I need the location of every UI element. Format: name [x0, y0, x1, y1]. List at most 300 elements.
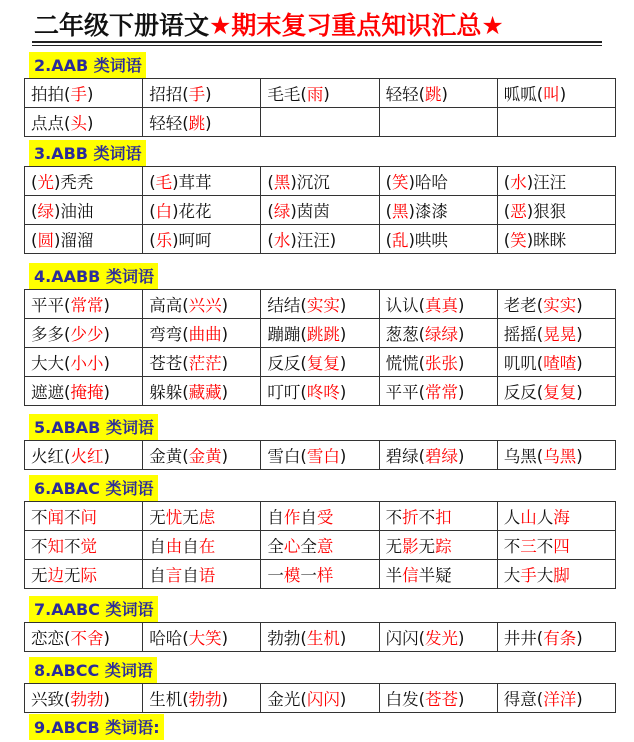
word-cell	[143, 225, 261, 254]
answer-text: 复复	[543, 383, 577, 402]
word-text: 恋恋(	[31, 629, 71, 648]
table-row	[25, 167, 616, 196]
word-cell	[143, 560, 261, 589]
section	[24, 263, 616, 406]
answer-text: 生机	[306, 629, 340, 648]
answer-text: 水	[510, 173, 527, 192]
word-text: )	[103, 447, 110, 466]
word-text: 自	[300, 508, 317, 527]
word-text: )	[458, 325, 465, 344]
answer-text: 咚咚	[306, 383, 340, 402]
answer-text: 言	[165, 566, 183, 585]
word-text: 大大(	[31, 354, 71, 373]
word-text: 叮叮(	[267, 383, 307, 402]
word-text: (	[267, 173, 274, 192]
word-cell	[25, 108, 143, 137]
answer-text: 绿	[37, 202, 54, 221]
word-cell	[261, 196, 379, 225]
table-row	[25, 79, 616, 108]
answer-text: 脚	[553, 566, 570, 585]
word-text: )呵呵	[172, 231, 212, 250]
word-cell	[261, 225, 379, 254]
answer-text: 跳	[188, 114, 206, 133]
word-cell	[261, 502, 379, 531]
answer-text: 语	[198, 566, 216, 585]
answer-text: 大笑	[188, 629, 222, 648]
word-cell	[25, 79, 143, 108]
word-cell	[25, 225, 143, 254]
word-cell	[261, 167, 379, 196]
word-cell	[143, 623, 261, 652]
word-table	[24, 166, 616, 254]
answer-text: 有条	[543, 629, 577, 648]
answer-text: 折	[402, 508, 419, 527]
word-text: 慌慌(	[385, 354, 425, 373]
answer-text: 乱	[392, 231, 409, 250]
word-text: )	[576, 354, 583, 373]
word-cell	[25, 560, 143, 589]
word-cell	[497, 79, 615, 108]
word-text: )	[205, 114, 212, 133]
word-text: )油油	[53, 202, 94, 221]
word-text: )	[103, 354, 110, 373]
word-cell	[379, 560, 497, 589]
word-text: (	[31, 231, 38, 250]
word-cell	[379, 108, 497, 137]
word-text: 多多(	[31, 325, 71, 344]
section	[24, 414, 616, 470]
answer-text: 边	[47, 566, 64, 585]
answer-text: 水	[273, 231, 291, 250]
word-text: 苍苍(	[149, 354, 189, 373]
word-text: 无	[418, 537, 436, 556]
word-cell	[143, 348, 261, 377]
word-cell	[25, 196, 143, 225]
word-cell	[25, 319, 143, 348]
word-cell	[143, 319, 261, 348]
answer-text: 知	[47, 537, 64, 556]
section	[24, 714, 616, 740]
word-text: 轻轻(	[385, 85, 425, 104]
word-text: )	[576, 296, 583, 315]
word-text: 葱葱(	[385, 325, 425, 344]
word-text: 高高(	[149, 296, 189, 315]
word-text: )	[221, 447, 229, 466]
answer-text: 忧	[165, 508, 183, 527]
answer-text: 由	[165, 537, 183, 556]
answer-text: 小小	[70, 354, 104, 373]
word-cell	[143, 290, 261, 319]
answer-text: 碧绿	[425, 447, 458, 466]
answer-text: 晃晃	[543, 325, 577, 344]
word-text: 勃勃(	[267, 629, 307, 648]
word-cell	[379, 348, 497, 377]
word-text: )	[339, 447, 347, 466]
word-text: )	[86, 85, 94, 104]
answer-text: 头	[70, 114, 87, 133]
answer-text: 洋洋	[543, 690, 577, 709]
section-heading: 3.ABB 类词语	[29, 140, 146, 166]
word-text: 蹦蹦(	[267, 325, 307, 344]
word-text: 不	[64, 508, 81, 527]
answer-text: 信	[402, 566, 419, 585]
answer-text: 扣	[435, 508, 452, 527]
answer-text: 手	[188, 85, 206, 104]
word-cell	[261, 348, 379, 377]
word-cell	[261, 684, 379, 713]
answer-text: 海	[553, 508, 570, 527]
word-cell	[25, 441, 143, 470]
answer-text: 真真	[425, 296, 458, 315]
section	[24, 140, 616, 254]
word-text: 遮遮(	[31, 383, 71, 402]
answer-text: 实实	[306, 296, 340, 315]
page-title	[34, 6, 604, 42]
word-text: 哈哈(	[149, 629, 189, 648]
word-text: 不	[31, 508, 48, 527]
word-cell	[379, 79, 497, 108]
answer-text: 闻	[47, 508, 64, 527]
table-row	[25, 348, 616, 377]
word-text: 碧绿(	[385, 447, 425, 466]
answer-text: 掩掩	[70, 383, 104, 402]
answer-text: 问	[80, 508, 97, 527]
answer-text: 模	[283, 566, 301, 585]
word-text: 半	[385, 566, 403, 585]
word-text: (	[385, 202, 392, 221]
word-cell	[261, 623, 379, 652]
word-text: 白发(	[385, 690, 425, 709]
word-text: 招招(	[149, 85, 189, 104]
word-text: (	[267, 202, 274, 221]
answer-text: 不舍	[70, 629, 104, 648]
word-text: )	[458, 383, 465, 402]
word-text: 无	[64, 566, 81, 585]
word-text: )	[103, 383, 110, 402]
word-cell	[497, 560, 615, 589]
word-text: )漆漆	[408, 202, 448, 221]
word-cell	[25, 377, 143, 406]
word-text: )溜溜	[53, 231, 94, 250]
word-text: 全	[300, 537, 317, 556]
word-text: 自	[149, 537, 166, 556]
word-text: )	[86, 114, 94, 133]
word-text: 一	[267, 566, 284, 585]
word-text: 金光(	[267, 690, 307, 709]
answer-text: 兴兴	[188, 296, 222, 315]
table-row	[25, 290, 616, 319]
answer-text: 际	[80, 566, 97, 585]
answer-text: 金黄	[188, 447, 222, 466]
word-cell	[379, 377, 497, 406]
word-text: (	[31, 173, 38, 192]
word-text: 大	[503, 566, 521, 585]
word-cell	[25, 348, 143, 377]
word-cell	[25, 290, 143, 319]
word-text: )花花	[172, 202, 212, 221]
word-text: (	[31, 202, 38, 221]
answer-text: 绿	[273, 202, 291, 221]
word-text: 认认(	[385, 296, 425, 315]
word-text: )	[576, 447, 583, 466]
word-text: 自	[267, 508, 284, 527]
word-text: 弯弯(	[149, 325, 189, 344]
word-cell	[497, 502, 615, 531]
section	[24, 475, 616, 589]
answer-text: 样	[316, 566, 334, 585]
word-text: )	[458, 354, 465, 373]
title-highlight: ★期末复习重点知识汇总★	[209, 11, 504, 40]
word-text: (	[503, 202, 511, 221]
answer-text: 跳	[425, 85, 442, 104]
section-heading: 5.ABAB 类词语	[29, 414, 158, 440]
word-cell	[143, 196, 261, 225]
word-text: )	[221, 325, 229, 344]
word-cell	[379, 319, 497, 348]
answer-text: 圆	[37, 231, 54, 250]
word-text: 闪闪(	[385, 629, 425, 648]
word-text: )	[205, 85, 212, 104]
word-text: )	[221, 629, 229, 648]
word-cell	[261, 290, 379, 319]
word-cell	[497, 196, 615, 225]
word-text: 全	[267, 537, 284, 556]
word-text: (	[149, 173, 156, 192]
word-text: )	[576, 690, 583, 709]
word-text: 无	[149, 508, 166, 527]
title-divider	[32, 41, 602, 43]
word-cell	[497, 441, 615, 470]
word-cell	[497, 348, 615, 377]
word-text: )	[339, 325, 347, 344]
word-text: 乌黑(	[503, 447, 544, 466]
answer-text: 实实	[543, 296, 577, 315]
word-cell	[143, 79, 261, 108]
word-cell	[25, 684, 143, 713]
word-text: 自	[182, 537, 199, 556]
word-text: 老老(	[503, 296, 544, 315]
answer-text: 雨	[306, 85, 324, 104]
answer-text: 白	[155, 202, 173, 221]
answer-text: 勃勃	[188, 690, 222, 709]
word-text: 人	[503, 508, 521, 527]
table-row	[25, 108, 616, 137]
word-text: 毛毛(	[267, 85, 307, 104]
word-cell	[25, 531, 143, 560]
word-text: )	[339, 629, 347, 648]
answer-text: 常常	[70, 296, 104, 315]
word-cell	[143, 167, 261, 196]
word-cell	[497, 623, 615, 652]
answer-text: 笑	[392, 173, 409, 192]
answer-text: 常常	[425, 383, 458, 402]
answer-text: 茫茫	[188, 354, 222, 373]
answer-text: 乌黑	[543, 447, 577, 466]
word-text: 呱呱(	[503, 85, 544, 104]
word-cell	[143, 531, 261, 560]
word-text: 拍拍(	[31, 85, 71, 104]
word-text: 自	[149, 566, 166, 585]
answer-text: 黑	[273, 173, 291, 192]
word-text: 金黄(	[149, 447, 189, 466]
word-cell	[379, 441, 497, 470]
word-text: 不	[536, 537, 554, 556]
word-cell	[379, 623, 497, 652]
word-cell	[379, 225, 497, 254]
word-text: )	[458, 690, 465, 709]
word-text: 井井(	[503, 629, 544, 648]
word-cell	[379, 196, 497, 225]
table-row	[25, 560, 616, 589]
word-cell	[143, 441, 261, 470]
word-cell	[25, 623, 143, 652]
word-text: )眯眯	[526, 231, 567, 250]
section-heading: 7.AABC 类词语	[29, 596, 158, 622]
word-cell	[143, 108, 261, 137]
word-table	[24, 440, 616, 470]
word-cell	[261, 79, 379, 108]
word-text: )狠狠	[526, 202, 567, 221]
word-text: 叽叽(	[503, 354, 544, 373]
word-text: (	[503, 231, 511, 250]
table-row	[25, 319, 616, 348]
word-text: (	[385, 173, 392, 192]
word-cell	[25, 167, 143, 196]
answer-text: 毛	[155, 173, 173, 192]
word-cell	[379, 531, 497, 560]
word-cell	[143, 377, 261, 406]
answer-text: 三	[520, 537, 537, 556]
answer-text: 张张	[425, 354, 458, 373]
word-text: )	[103, 629, 110, 648]
word-text: 人	[536, 508, 554, 527]
word-text: 兴致(	[31, 690, 71, 709]
word-text: )	[221, 690, 229, 709]
answer-text: 藏藏	[188, 383, 222, 402]
word-cell	[261, 560, 379, 589]
word-text: 不	[385, 508, 403, 527]
word-table	[24, 501, 616, 589]
word-text: 结结(	[267, 296, 307, 315]
word-text: 反反(	[267, 354, 307, 373]
word-text: )	[339, 354, 347, 373]
word-text: 得意(	[503, 690, 544, 709]
word-text: (	[149, 202, 156, 221]
answer-text: 黑	[392, 202, 409, 221]
answer-text: 勃勃	[70, 690, 104, 709]
section-heading: 4.AABB 类词语	[29, 263, 158, 289]
word-table	[24, 622, 616, 652]
answer-text: 影	[402, 537, 419, 556]
word-text: )茸茸	[172, 173, 212, 192]
answer-text: 雪白	[306, 447, 340, 466]
answer-text: 光	[37, 173, 54, 192]
answer-text: 在	[198, 537, 216, 556]
word-cell	[379, 167, 497, 196]
word-text: )	[221, 383, 229, 402]
word-text: 反反(	[503, 383, 544, 402]
answer-text: 手	[70, 85, 87, 104]
word-text: (	[503, 173, 511, 192]
word-text: 平平(	[385, 383, 425, 402]
word-cell	[379, 502, 497, 531]
answer-text: 作	[283, 508, 301, 527]
word-text: 无	[31, 566, 48, 585]
word-cell	[261, 377, 379, 406]
word-text: )	[441, 85, 448, 104]
word-text: 轻轻(	[149, 114, 189, 133]
word-text: 大	[536, 566, 554, 585]
answer-text: 火红	[70, 447, 104, 466]
section	[24, 596, 616, 652]
word-cell	[497, 167, 615, 196]
word-text: )	[576, 383, 583, 402]
word-text: )沉沉	[290, 173, 330, 192]
answer-text: 绿绿	[425, 325, 458, 344]
word-text: )	[576, 629, 583, 648]
answer-text: 四	[553, 537, 570, 556]
answer-text: 虑	[198, 508, 216, 527]
word-cell	[261, 319, 379, 348]
section-heading: 6.ABAC 类词语	[29, 475, 158, 501]
answer-text: 踪	[435, 537, 452, 556]
word-cell	[497, 108, 615, 137]
answer-text: 发光	[425, 629, 458, 648]
word-text: 平平(	[31, 296, 71, 315]
word-text: )	[458, 629, 465, 648]
table-row	[25, 531, 616, 560]
table-row	[25, 502, 616, 531]
table-row	[25, 196, 616, 225]
word-text: )	[323, 85, 330, 104]
word-text: (	[149, 231, 156, 250]
title-divider-thin	[32, 45, 602, 46]
word-cell	[143, 684, 261, 713]
answer-text: 少少	[70, 325, 104, 344]
word-text: )	[221, 296, 229, 315]
word-text: )汪汪)	[290, 231, 337, 250]
word-cell	[379, 290, 497, 319]
word-text: )秃秃	[53, 173, 94, 192]
section-heading: 9.ABCB 类词语:	[29, 714, 164, 740]
section	[24, 52, 616, 137]
word-text: 无	[385, 537, 403, 556]
table-row	[25, 377, 616, 406]
word-text: )茵茵	[290, 202, 330, 221]
answer-text: 手	[520, 566, 537, 585]
table-row	[25, 684, 616, 713]
word-text: )	[103, 325, 110, 344]
section-heading: 2.AAB 类词语	[29, 52, 146, 78]
section-heading: 8.ABCC 类词语	[29, 657, 157, 683]
word-cell	[379, 684, 497, 713]
word-text: )	[559, 85, 567, 104]
word-text: 一	[300, 566, 317, 585]
word-cell	[497, 377, 615, 406]
answer-text: 心	[283, 537, 301, 556]
word-table	[24, 683, 616, 713]
word-text: 不	[503, 537, 521, 556]
answer-text: 喳喳	[543, 354, 577, 373]
answer-text: 受	[316, 508, 334, 527]
table-row	[25, 441, 616, 470]
word-text: 躲躲(	[149, 383, 189, 402]
word-cell	[261, 531, 379, 560]
answer-text: 闪闪	[306, 690, 340, 709]
word-text: )	[221, 354, 229, 373]
word-cell	[497, 290, 615, 319]
answer-text: 曲曲	[188, 325, 222, 344]
